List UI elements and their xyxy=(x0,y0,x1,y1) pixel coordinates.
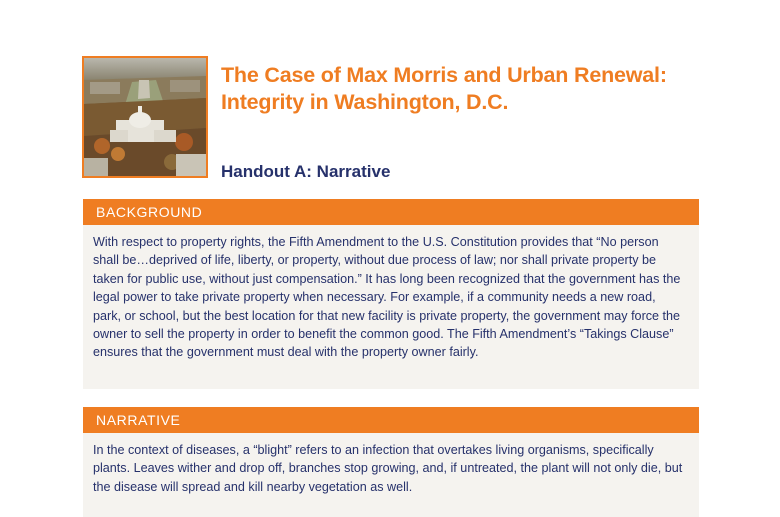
narrative-heading: NARRATIVE xyxy=(83,407,699,433)
background-body xyxy=(83,225,699,372)
background-heading: BACKGROUND xyxy=(83,199,699,225)
narrative-text: In the context of diseases, a “blight” refers to an infection that overtakes living organisms, specifically plants. Leaves wither and drop off, branches stop growing, and, if untreated, the plant will not only die, but the disease will spread and kill nearby vegetation as well. xyxy=(93,443,683,494)
narrative-section xyxy=(83,407,699,517)
aerial-capitol-icon xyxy=(84,58,206,176)
handout-subtitle: Handout A: Narrative xyxy=(221,162,391,181)
background-section xyxy=(83,199,699,389)
narrative-body xyxy=(83,433,699,506)
background-text: With respect to property rights, the Fifth Amendment to the U.S. Constitution provides that “No person shall be…deprived of life, liberty, or property, without due process of law; nor shall private property be taken for public use, without just compensation.” It has long been recognized that the government has the legal power to take private property when necessary. For example, if a community needs a new road, park, or school, but the best location for that new facility is private property, the government may force the owner to sell the property in order to benefit the common good. The Fifth Amendment’s “Takings Clause” ensures that the government must deal with the property owner fairly. xyxy=(93,235,681,360)
aerial-capitol-photo xyxy=(82,56,208,178)
page-title: The Case of Max Morris and Urban Renewal: Integrity in Washington, D.C. xyxy=(221,63,667,114)
